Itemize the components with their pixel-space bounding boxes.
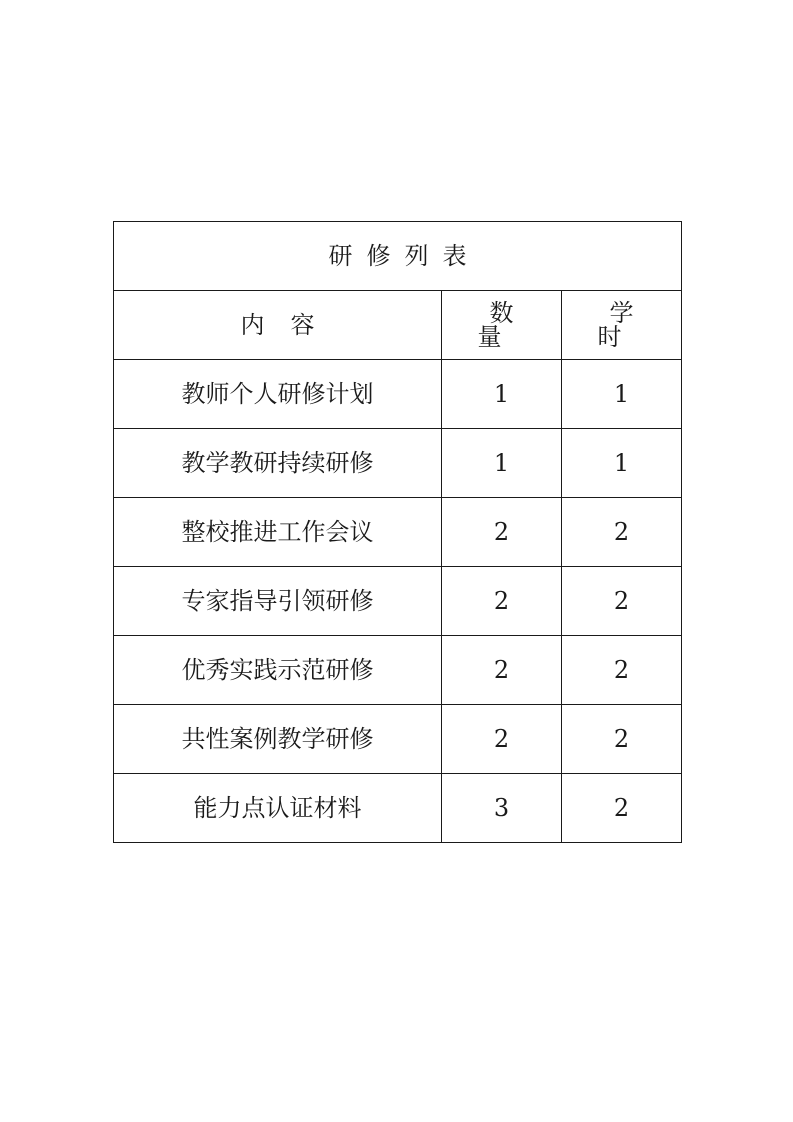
header-quantity: 数量 [442,291,562,360]
table-title: 研修列表 [114,222,682,291]
row-quantity: 3 [442,774,562,843]
row-quantity: 1 [442,360,562,429]
row-hours: 2 [562,705,682,774]
table-row [114,360,682,429]
row-quantity: 2 [442,567,562,636]
row-content: 共性案例教学研修 [114,705,442,774]
table-row [114,774,682,843]
study-list-table [113,221,682,843]
row-quantity: 2 [442,636,562,705]
row-content: 教师个人研修计划 [114,360,442,429]
table-row [114,705,682,774]
row-hours: 1 [562,429,682,498]
table-header-row [114,291,682,360]
row-content: 教学教研持续研修 [114,429,442,498]
table-row [114,567,682,636]
row-content: 专家指导引领研修 [114,567,442,636]
header-content: 内容 [114,291,442,360]
row-hours: 2 [562,498,682,567]
table-title-row [114,222,682,291]
row-hours: 1 [562,360,682,429]
row-quantity: 2 [442,498,562,567]
table-row [114,636,682,705]
table-row [114,498,682,567]
row-hours: 2 [562,774,682,843]
header-hours: 学时 [562,291,682,360]
table-row [114,429,682,498]
row-content: 整校推进工作会议 [114,498,442,567]
row-quantity: 1 [442,429,562,498]
row-hours: 2 [562,567,682,636]
row-hours: 2 [562,636,682,705]
row-content: 优秀实践示范研修 [114,636,442,705]
row-quantity: 2 [442,705,562,774]
row-content: 能力点认证材料 [114,774,442,843]
